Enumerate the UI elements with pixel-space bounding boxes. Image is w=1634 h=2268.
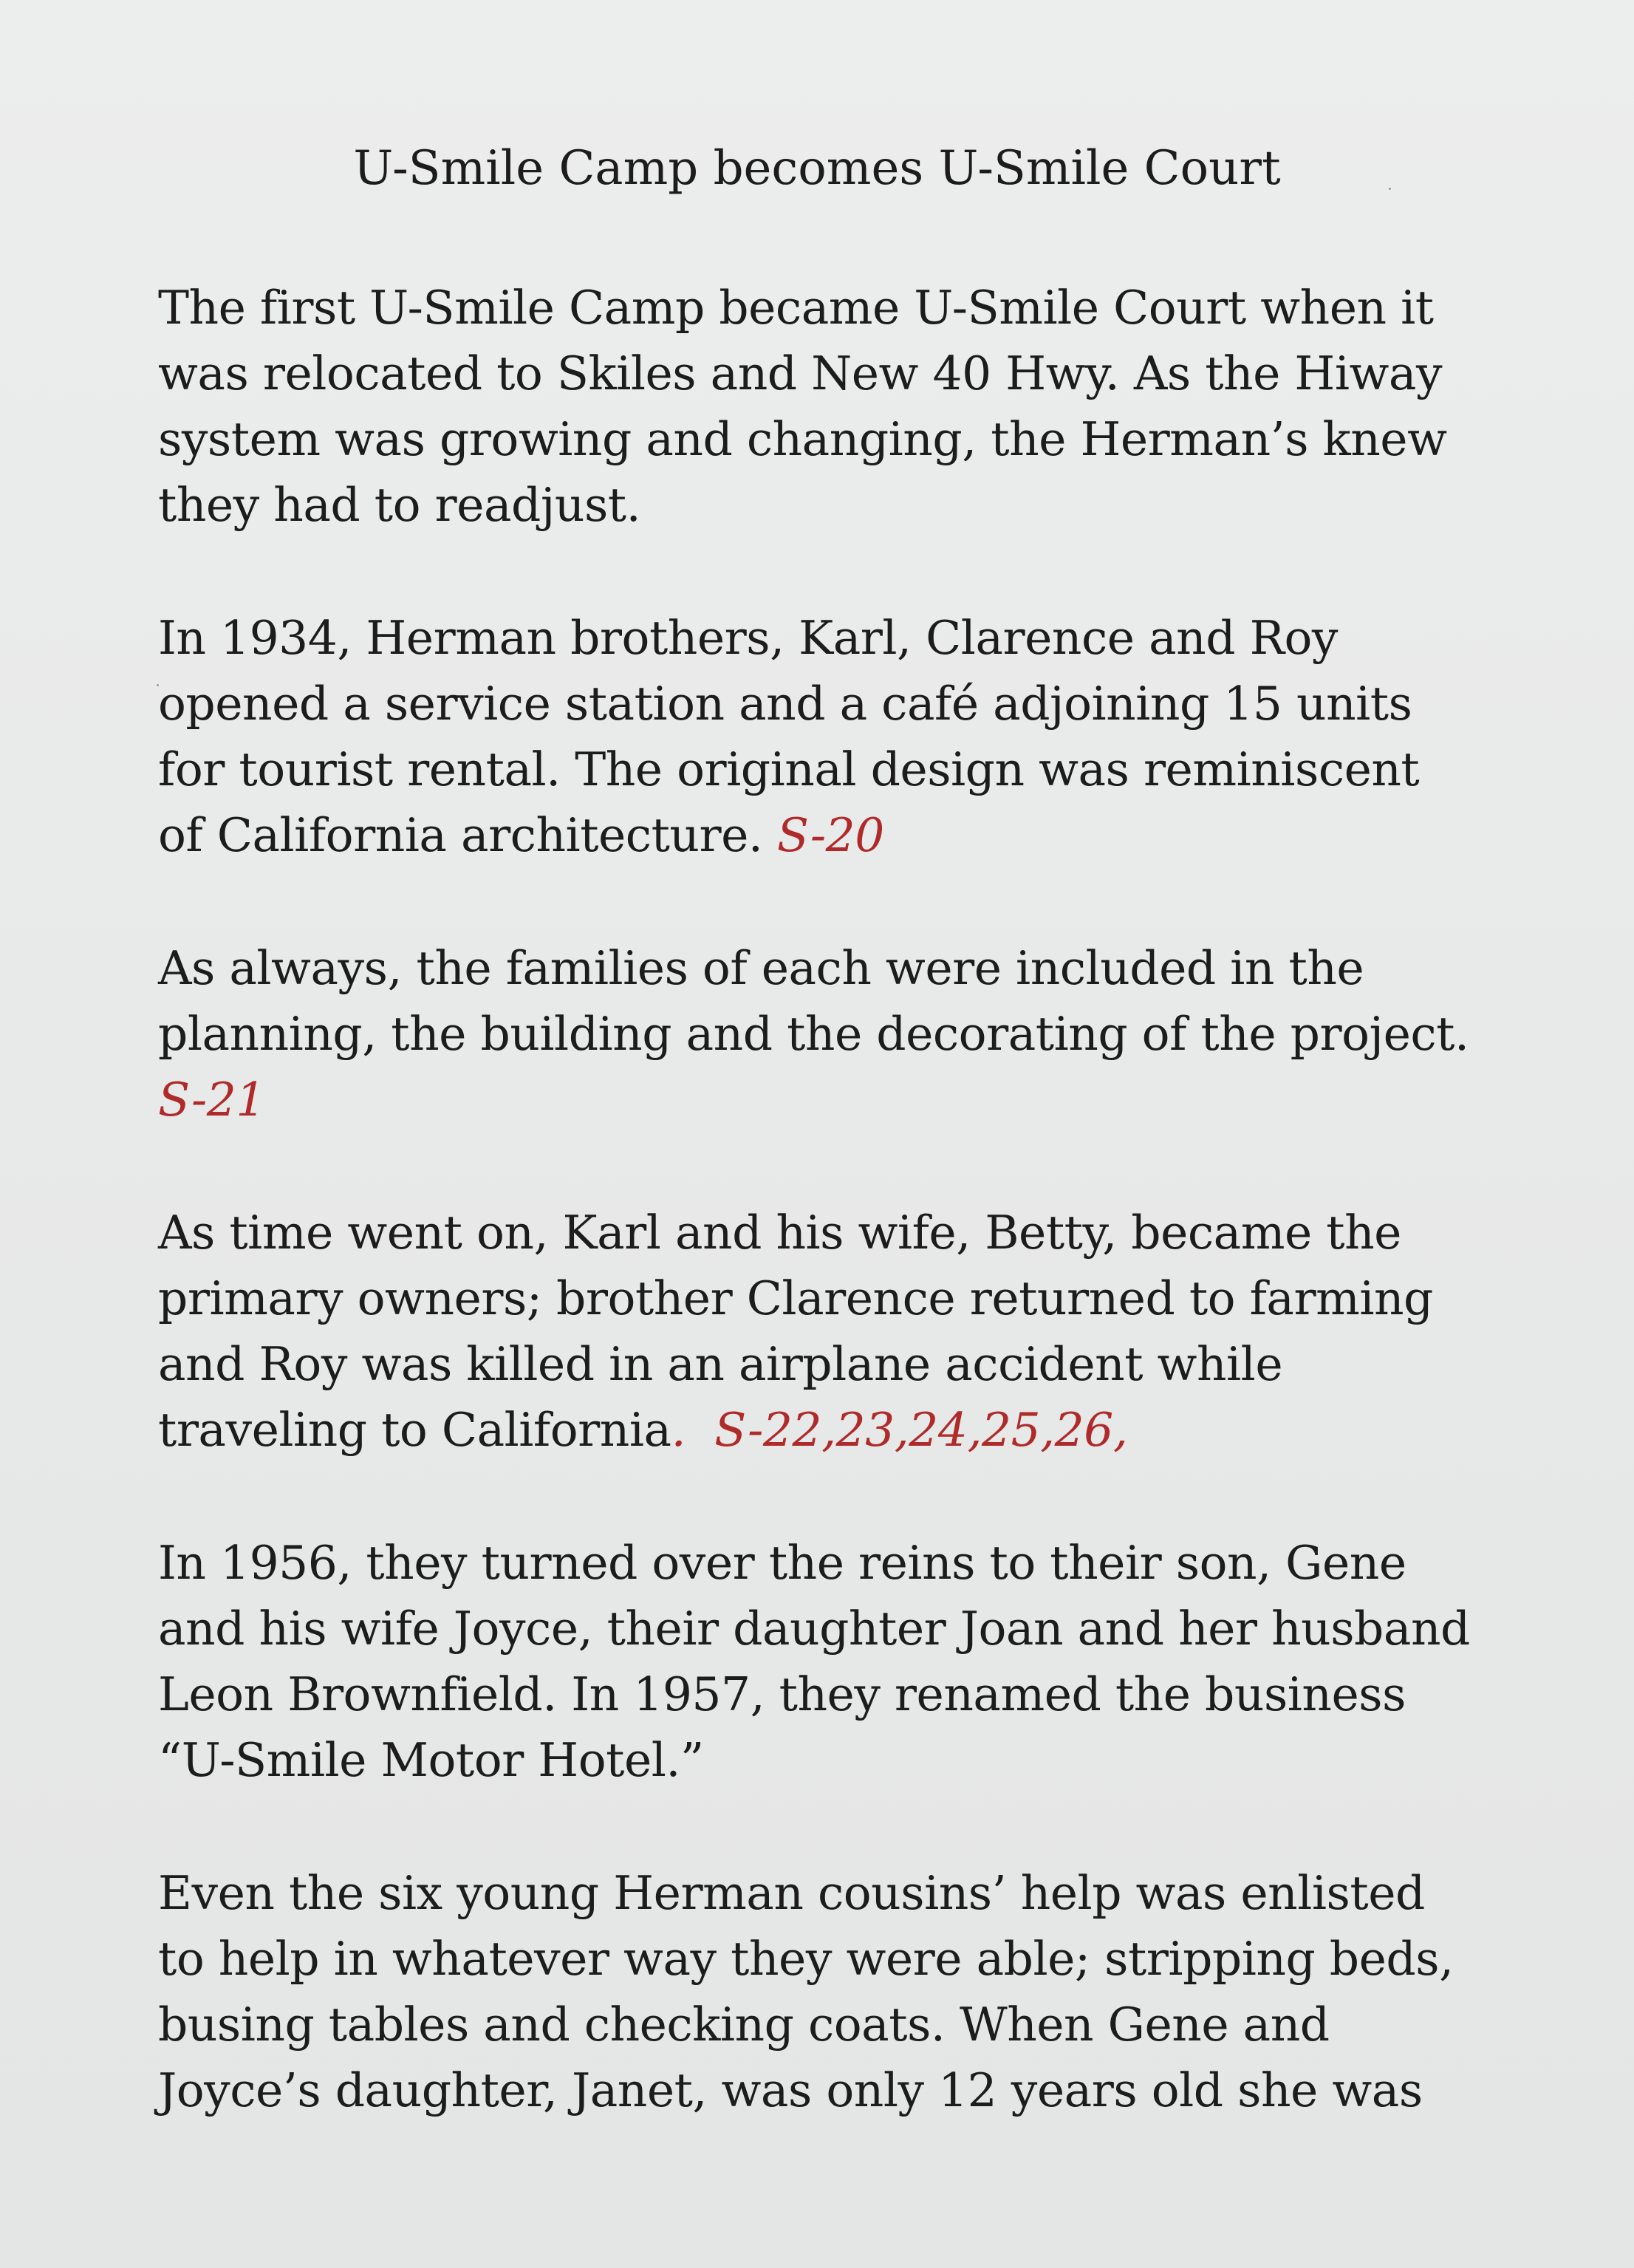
text-line: busing tables and checking coats. When Gene and <box>158 1998 1330 2052</box>
text-line: In 1956, they turned over the reins to their son, Gene <box>158 1536 1406 1590</box>
text-line: and his wife Joyce, their daughter Joan and her husband <box>158 1602 1470 1656</box>
paragraph-families <box>158 935 1547 1133</box>
text-line: As time went on, Karl and his wife, Betty, became the <box>158 1206 1401 1260</box>
text-line: Leon Brownfield. In 1957, they renamed the business <box>158 1667 1406 1721</box>
text-line: traveling to California. S-22,23,24,25,26, <box>158 1403 1128 1457</box>
text-line: of California architecture. S-20 <box>158 808 884 862</box>
text-line: Joyce’s daughter, Janet, was only 12 years old she was <box>158 2063 1423 2117</box>
paragraph-1956 <box>158 1530 1547 1793</box>
text-line: “U-Smile Motor Hotel.” <box>158 1733 704 1787</box>
text-line: planning, the building and the decorating of the project. <box>158 1007 1469 1061</box>
text-line: primary owners; brother Clarence returned to farming <box>158 1271 1433 1325</box>
text-line: to help in whatever way they were able; stripping beds, <box>158 1932 1454 1986</box>
paper-speck <box>1389 188 1391 190</box>
text-line: The first U-Smile Camp became U-Smile Court when it <box>158 281 1434 335</box>
text-line <box>158 1067 1547 1133</box>
paragraph-cousins <box>158 1860 1547 2123</box>
text-line: they had to readjust. <box>158 478 641 532</box>
slide-reference: S-20 <box>776 808 884 862</box>
page-title: U-Smile Camp becomes U-Smile Court <box>353 141 1281 196</box>
slide-reference: . S-22,23,24,25,26, <box>671 1403 1128 1457</box>
text-line: Even the six young Herman cousins’ help was enlisted <box>158 1866 1425 1920</box>
text-line: and Roy was killed in an airplane accident while <box>158 1337 1283 1391</box>
text-line: for tourist rental. The original design was reminiscent <box>158 742 1420 796</box>
paragraph-1934 <box>158 605 1547 868</box>
paragraph-relocation <box>158 275 1547 538</box>
text-line: In 1934, Herman brothers, Karl, Clarence and Roy <box>158 611 1339 665</box>
slide-reference: S-21 <box>158 1073 265 1127</box>
document-body <box>158 275 1547 2190</box>
text-line: was relocated to Skiles and New 40 Hwy. As the Hiway <box>158 346 1443 400</box>
text-line: As always, the families of each were included in the <box>158 941 1364 995</box>
text-line: system was growing and changing, the Herman’s knew <box>158 412 1447 466</box>
paragraph-owners <box>158 1200 1547 1463</box>
text-line: opened a service station and a café adjoining 15 units <box>158 677 1412 731</box>
